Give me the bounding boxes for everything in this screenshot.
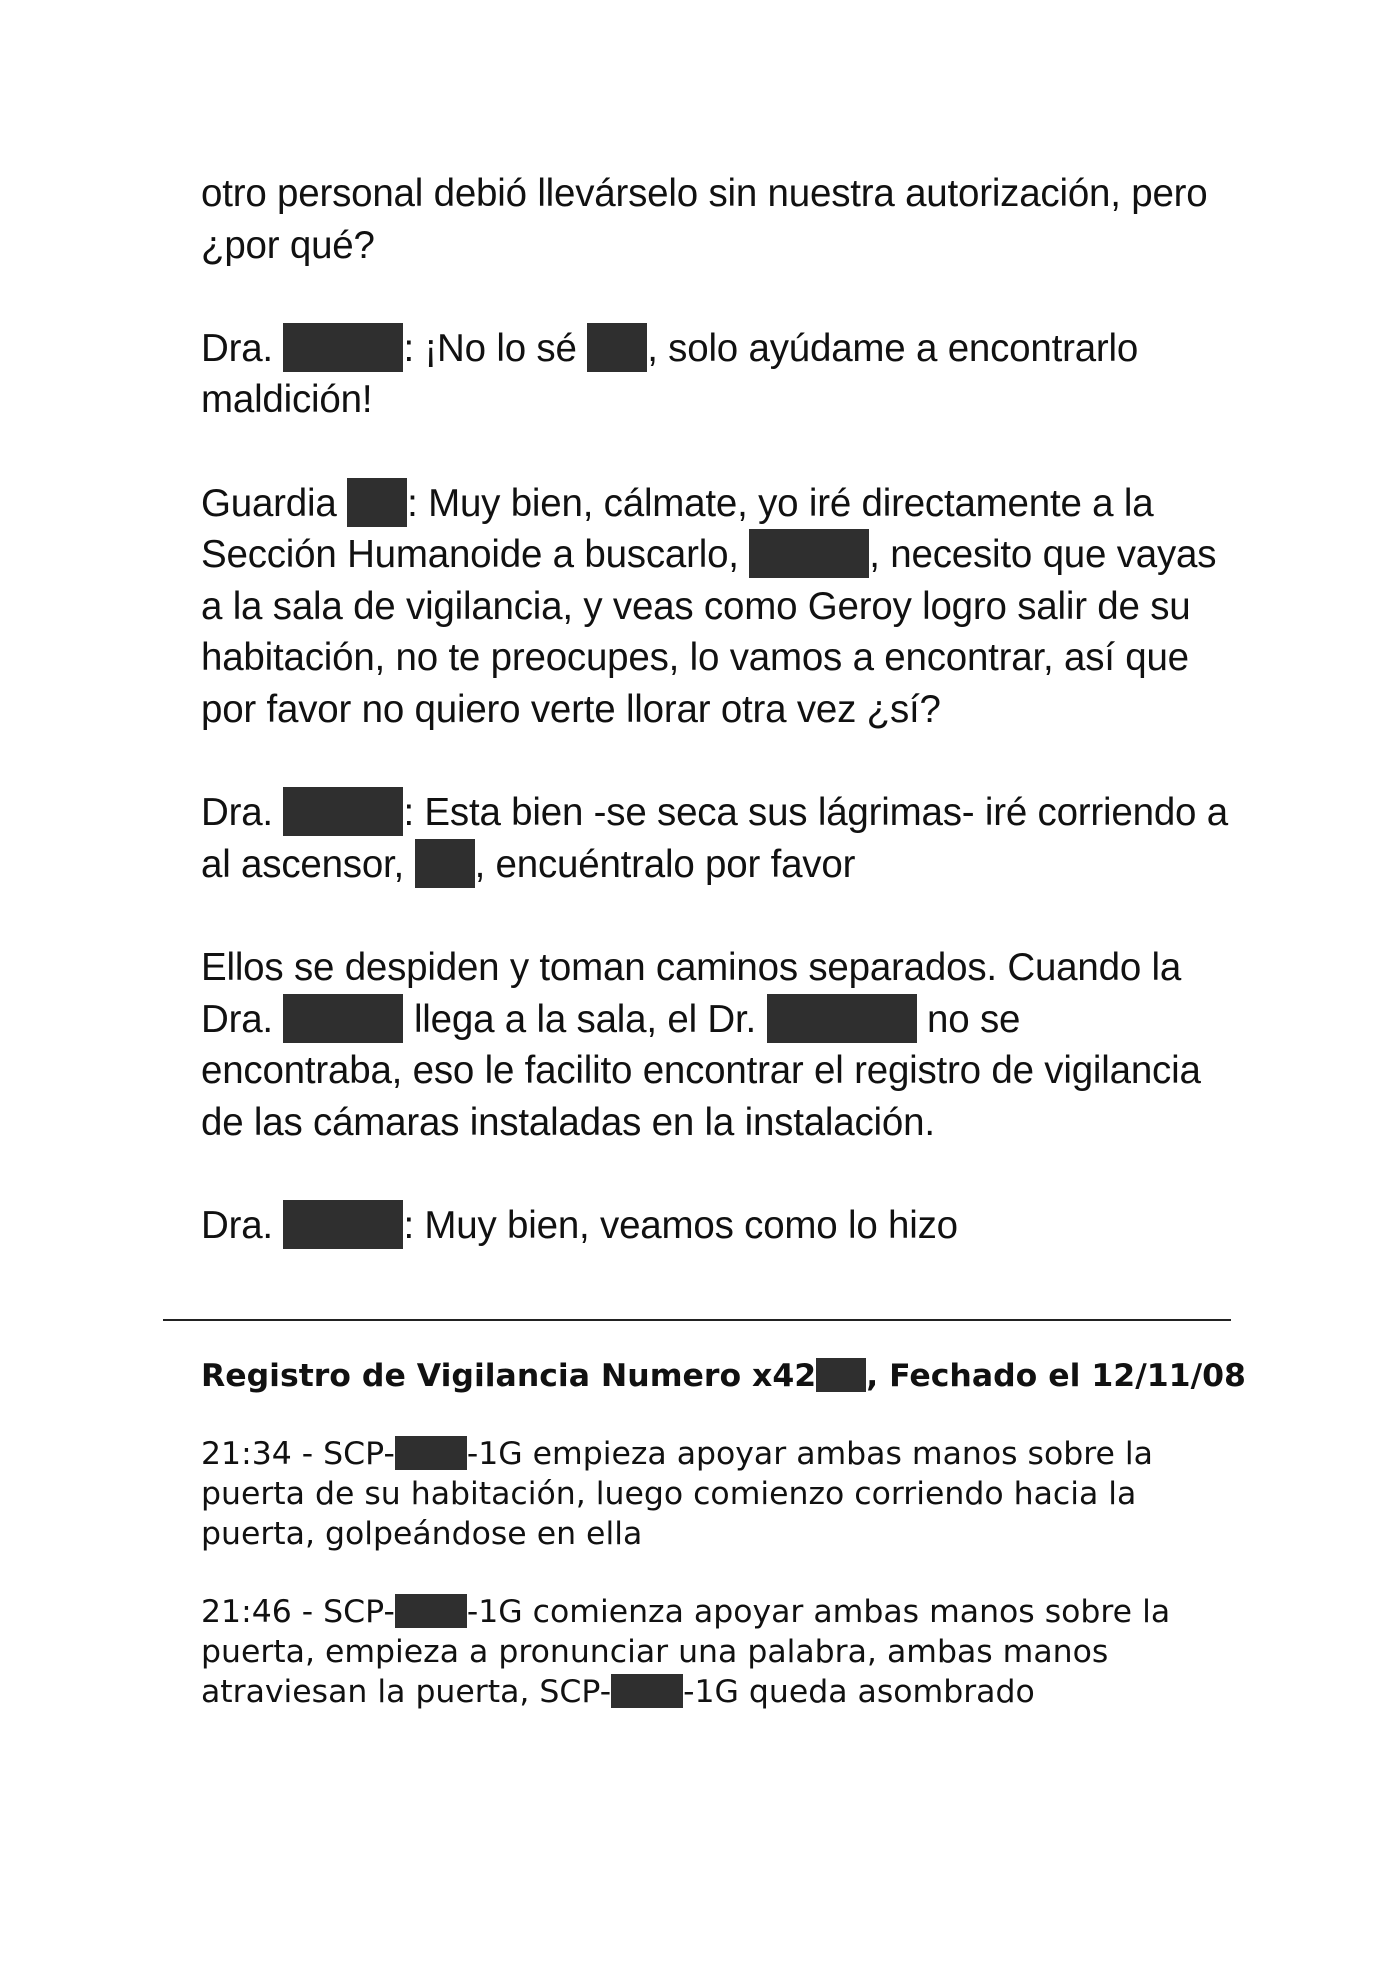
redaction-bar: [347, 478, 407, 527]
paragraph-4: [201, 787, 1231, 890]
redaction-bar: [395, 1594, 467, 1628]
paragraph-5-part-c: no se encontraba, eso le facilito encontrar el registro de vigilancia de las cámaras instaladas en la instalación.: [201, 997, 1201, 1144]
log-entry-2-part-b: -1G comienza apoyar ambas manos sobre la puerta, empieza a pronunciar una palabra, ambas manos atraviesan la puerta, SCP-: [201, 1594, 1171, 1710]
redaction-bar: [749, 529, 869, 578]
redaction-bar: [395, 1436, 467, 1470]
speaker-label: Dra.: [201, 791, 273, 835]
log-title: [201, 1356, 1251, 1396]
speaker-label: Dra.: [201, 326, 273, 370]
paragraph-3-part-b: , necesito que vayas a la sala de vigilancia, y veas como Geroy logro salir de su habitación, no te preocupes, lo vamos a encontrar, así que por favor no quiero verte llorar otra vez ¿sí?: [201, 533, 1217, 731]
paragraph-3: [201, 478, 1231, 736]
redaction-bar: [587, 323, 647, 372]
log-entry-2-part-c: -1G queda asombrado: [683, 1674, 1035, 1710]
paragraph-5-part-b: llega a la sala, el Dr.: [413, 997, 757, 1041]
speaker-label: Guardia: [201, 481, 337, 525]
redaction-bar: [283, 1200, 403, 1249]
paragraph-1-text: otro personal debió llevárselo sin nuestra autorización, pero ¿por qué?: [201, 172, 1208, 267]
redaction-bar: [283, 994, 403, 1043]
log-entry-2: [201, 1592, 1251, 1712]
paragraph-2: [201, 323, 1231, 426]
paragraph-5-part-a: Ellos se despiden y toman caminos separados. Cuando la Dra.: [201, 945, 1182, 1041]
log-entry-1-part-b: -1G empieza apoyar ambas manos sobre la puerta de su habitación, luego comienzo corriendo hacia la puerta, golpeándose en ella: [201, 1436, 1153, 1552]
log-entry-2-part-a: 21:46 - SCP-: [201, 1594, 395, 1630]
redaction-bar: [283, 323, 403, 372]
paragraph-2-part-b: , solo ayúdame a encontrarlo maldición!: [201, 326, 1139, 422]
log-title-part-b: , Fechado el 12/11/08: [866, 1358, 1246, 1394]
paragraph-1: [201, 168, 1231, 271]
paragraph-4-part-b: , encuéntralo por favor: [474, 842, 856, 886]
paragraph-4-part-a: : Esta bien -se seca sus lágrimas- iré corriendo a al ascensor,: [201, 791, 1228, 886]
redaction-bar: [611, 1674, 683, 1708]
surveillance-log-section: [201, 1356, 1251, 1750]
speaker-label: Dra.: [201, 1203, 273, 1247]
dialogue-section: [201, 168, 1231, 1303]
horizontal-divider: [163, 1319, 1231, 1321]
paragraph-6: [201, 1200, 1231, 1252]
redaction-bar: [283, 787, 403, 836]
paragraph-5: [201, 942, 1231, 1148]
paragraph-6-text: : Muy bien, veamos como lo hizo: [403, 1203, 958, 1247]
paragraph-2-part-a: : ¡No lo sé: [403, 326, 577, 370]
log-entry-1-part-a: 21:34 - SCP-: [201, 1436, 395, 1472]
redaction-bar: [415, 839, 475, 888]
log-entry-1: [201, 1434, 1251, 1554]
redaction-bar: [767, 994, 917, 1043]
log-title-part-a: Registro de Vigilancia Numero x42: [201, 1358, 817, 1394]
paragraph-3-part-a: : Muy bien, cálmate, yo iré directamente a la Sección Humanoide a buscarlo,: [201, 481, 1154, 577]
redaction-bar: [816, 1358, 866, 1392]
